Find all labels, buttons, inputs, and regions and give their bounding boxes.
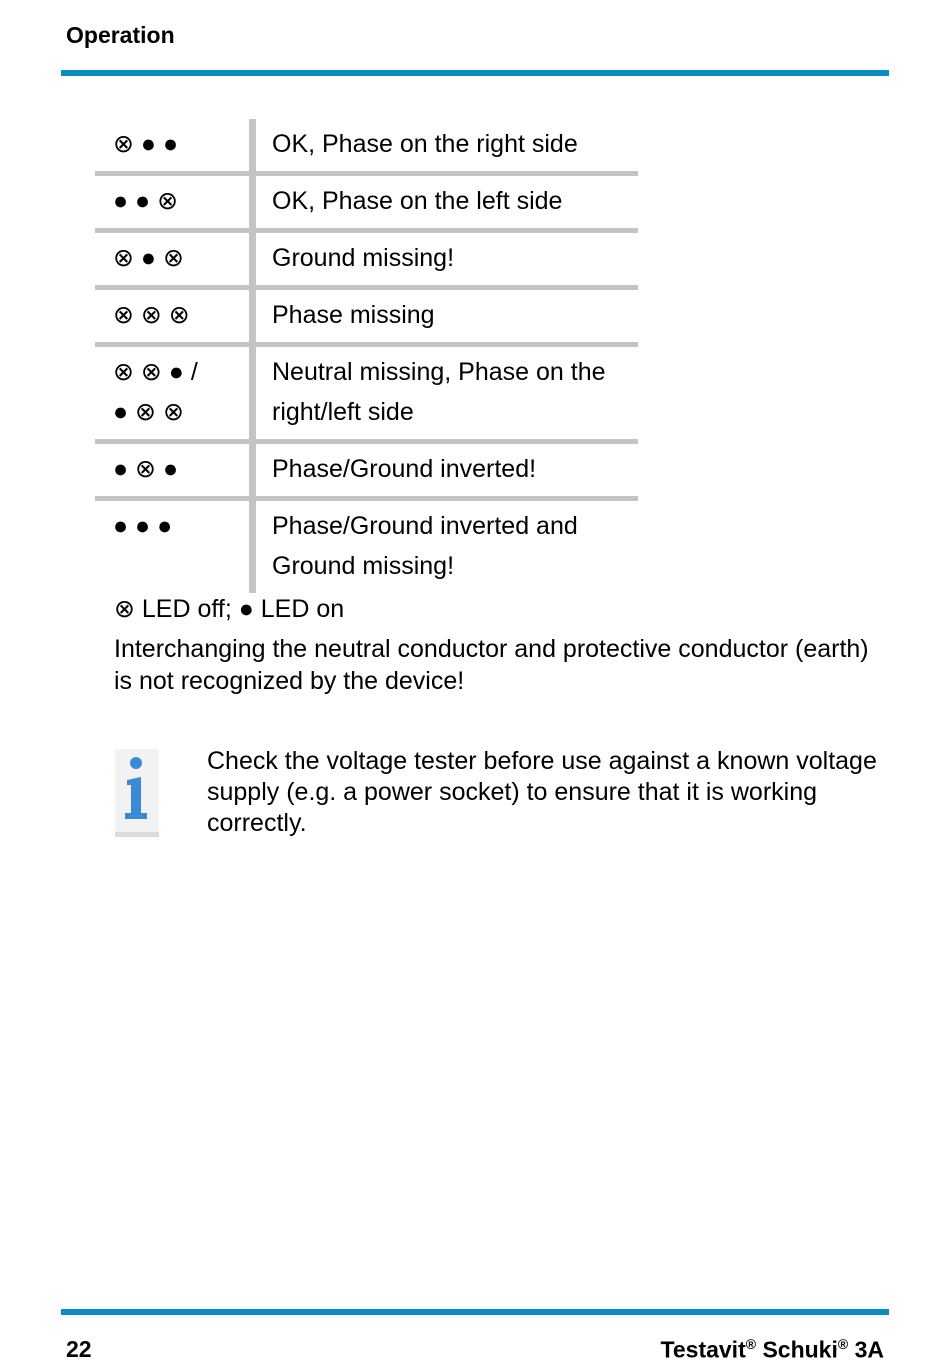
status-description-cell [253, 119, 639, 174]
product-name-part-2: Schuki [762, 1336, 838, 1363]
led-pattern-cell [95, 231, 253, 288]
status-description-line: Neutral missing, Phase on the [272, 358, 606, 386]
section-title: Operation [66, 22, 175, 48]
footer-rule [61, 1309, 889, 1315]
led-legend: ⊗ LED off; ● LED on [114, 595, 345, 623]
status-description-cell [253, 345, 639, 442]
led-pattern-line: ● ● ● [113, 512, 173, 540]
status-description-line: Ground missing! [272, 244, 455, 272]
conductor-note: Interchanging the neutral conductor and protective conductor (earth) is not recognized by the device! [114, 635, 869, 695]
table-row [95, 174, 638, 231]
page-number: 22 [66, 1336, 92, 1362]
status-description-cell [253, 288, 639, 345]
status-description-cell [253, 499, 639, 594]
product-name-part-1: Testavit [660, 1336, 746, 1363]
status-description-line: right/left side [272, 398, 414, 426]
led-pattern-line: ⊗ ⊗ ⊗ [113, 301, 190, 329]
registered-mark: ® [837, 1336, 849, 1352]
led-pattern-cell [95, 288, 253, 345]
status-description-cell [253, 174, 639, 231]
table-row [95, 499, 638, 594]
table-row [95, 442, 638, 499]
led-pattern-cell [95, 174, 253, 231]
product-suffix: 3A [854, 1336, 884, 1363]
status-description-cell [253, 231, 639, 288]
status-description-line: Phase/Ground inverted! [272, 455, 537, 483]
table-row [95, 119, 638, 174]
info-text: Check the voltage tester before use against a known voltage supply (e.g. a power socket) to ensure that it is working correctly. [207, 747, 877, 837]
table-row [95, 345, 638, 442]
led-pattern-line: ● ● ⊗ [113, 187, 179, 215]
led-pattern-cell [95, 345, 253, 442]
status-description-line: Ground missing! [272, 552, 455, 580]
led-pattern-line: ● ⊗ ● [113, 455, 179, 483]
table-row [95, 231, 638, 288]
status-description-line: OK, Phase on the left side [272, 187, 563, 215]
status-description-line: Phase missing [272, 301, 435, 329]
led-pattern-line: ● ⊗ ⊗ [113, 398, 184, 426]
table-row [95, 288, 638, 345]
led-status-table [95, 119, 638, 593]
led-pattern-line: ⊗ ● ⊗ [113, 244, 184, 272]
led-pattern-line: ⊗ ● ● [113, 130, 179, 158]
led-pattern-cell [95, 119, 253, 174]
led-pattern-cell [95, 442, 253, 499]
led-pattern-line: ⊗ ⊗ ● / [113, 358, 198, 386]
status-description-line: Phase/Ground inverted and [272, 512, 578, 540]
led-pattern-cell [95, 499, 253, 594]
header-rule [61, 70, 889, 76]
registered-mark: ® [745, 1336, 757, 1352]
product-name [661, 1336, 884, 1364]
info-icon [114, 748, 160, 838]
status-description-cell [253, 442, 639, 499]
status-description-line: OK, Phase on the right side [272, 130, 578, 158]
